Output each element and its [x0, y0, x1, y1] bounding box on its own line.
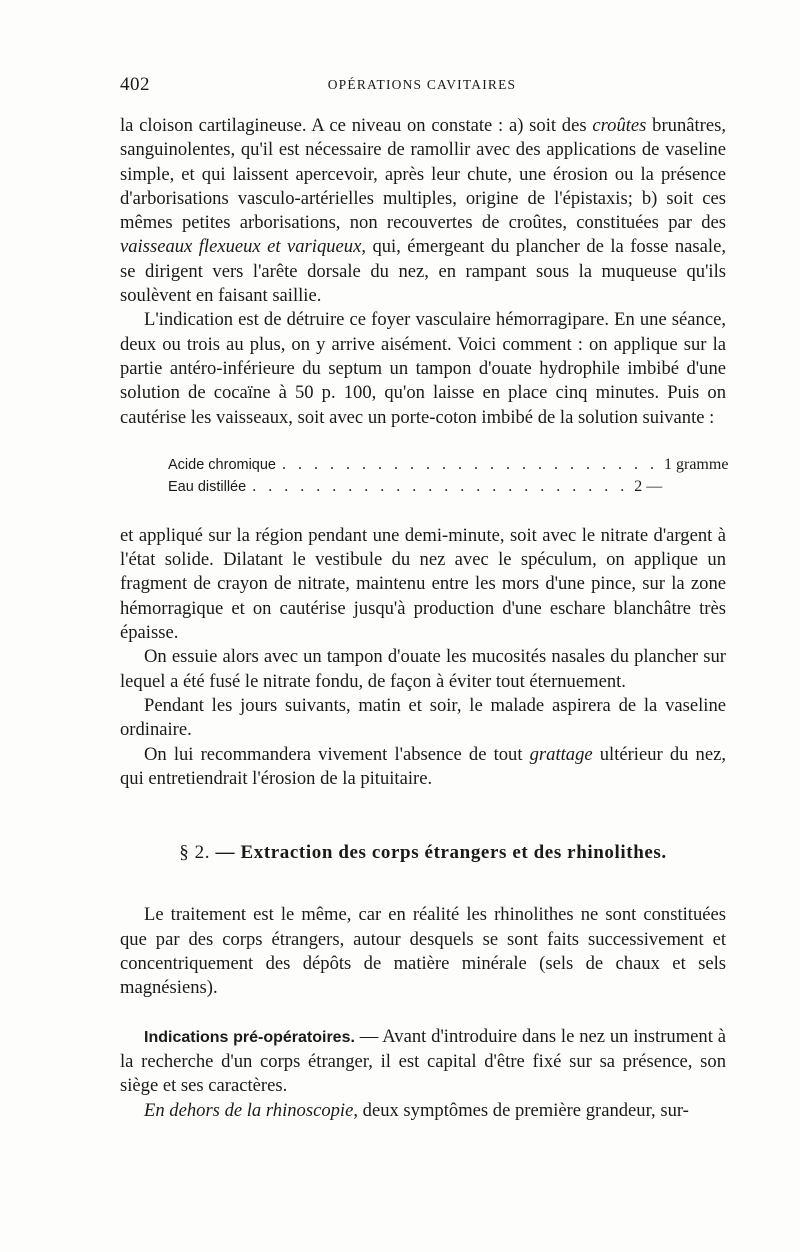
- italic-term: grattage: [529, 743, 593, 765]
- paragraph: Le traitement est le même, car en réalité les rhinolithes ne sont constituées que par des corps étrangers, autour desquels se sont faits successivement et concentriquement des dépôts de matière minérale (sels de chaux et sels magnésiens).: [120, 904, 726, 999]
- page-number: 402: [120, 74, 150, 95]
- paragraph: On essuie alors avec un tampon d'ouate les mucosités nasales du plancher sur lequel a été fusé le nitrate fondu, de façon à éviter tout éternuement.: [120, 646, 726, 692]
- text-run: — Avant d'introduire dans le nez un instrument à la recherche d'un corps étranger, il est capital d'être fixé sur sa présence, son siège et ses caractères.: [120, 1025, 726, 1097]
- dot-leader: . . . . . . . . . . . . . . . . . . . . . . . .: [282, 455, 658, 473]
- paragraph: Pendant les jours suivants, matin et soir, le malade aspirera de la vaseline ordinaire.: [120, 694, 726, 741]
- recipe-quantity: 2 —: [634, 477, 663, 495]
- italic-term: croûtes: [592, 115, 647, 136]
- page-header: [120, 74, 724, 102]
- text-run: ultérieur du nez, qui entretiendrait l'érosion de la pituitaire.: [120, 743, 726, 789]
- paragraph: [120, 743, 726, 792]
- dot-leader: . . . . . . . . . . . . . . . . . . . . . . . .: [252, 477, 629, 495]
- subheading: Indications pré-opératoires.: [144, 1028, 355, 1046]
- paragraph: et appliqué sur la région pendant une demi-minute, soit avec le nitrate d'argent à l'état solide. Dilatant le vestibule du nez avec le spéculum, on applique un fragment de crayon de nitrate, maintenu entre les mors d'une pince, sur la zone hémorragique et on cautérise jusqu'à production d'une eschare blanchâtre très épaisse.: [120, 524, 726, 644]
- italic-term: En dehors de la rhinoscopie: [144, 1099, 354, 1121]
- italic-term: vaisseaux flexueux et variqueux: [120, 236, 362, 258]
- recipe-ingredient: Eau distillée: [168, 478, 247, 495]
- text-run: , deux symptômes de première grandeur, sur-: [353, 1099, 689, 1121]
- section-heading: [120, 841, 726, 865]
- paragraph: L'indication est de détruire ce foyer vasculaire hémorragipare. En une séance, deux ou trois au plus, on y arrive aisément. Voici comment : on applique sur la partie antéro-inférieure du septum un tampon d'ouate hydrophile imbibé d'une solution de cocaïne à 50 p. 100, qu'on laisse en place cinq minutes. Puis on cautérise les vaisseaux, soit avec un porte-coton imbibé de la solution suivante :: [120, 309, 726, 428]
- recipe-quantity: 1 gramme: [664, 455, 729, 473]
- section-title: — Extraction des corps étrangers et des rhinolithes.: [215, 842, 667, 864]
- text-run: On lui recommandera vivement l'absence de tout: [144, 743, 530, 765]
- recipe-list: [168, 454, 729, 498]
- recipe-row: [168, 476, 698, 498]
- recipe-row: [168, 454, 729, 476]
- body-text: [120, 114, 729, 1123]
- text-run: , qui, émergeant du plancher de la fosse nasale, se dirigent vers l'arête dorsale du nez, en rampant sous la muqueuse qu'ils soulèvent en faisant saillie.: [120, 236, 726, 307]
- paragraph: [120, 1099, 726, 1123]
- paragraph: [120, 1025, 726, 1099]
- paragraph: [120, 114, 726, 308]
- text-run: brunâtres, sanguinolentes, qu'il est nécessaire de ramollir avec des applications de vaseline simple, et qui laissent apercevoir, après leur chute, une érosion ou la présence d'arborisations vasculo-artérielles multiples, origine de l'épistaxis; b) soit ces mêmes petites arborisations, non recouvertes de croûtes, constituées par des: [120, 115, 726, 234]
- recipe-ingredient: Acide chromique: [168, 456, 276, 473]
- text-run: la cloison cartilagineuse. A ce niveau on constate : a) soit des: [120, 115, 593, 136]
- section-number: § 2.: [179, 842, 211, 864]
- running-title: OPÉRATIONS CAVITAIRES: [327, 77, 517, 92]
